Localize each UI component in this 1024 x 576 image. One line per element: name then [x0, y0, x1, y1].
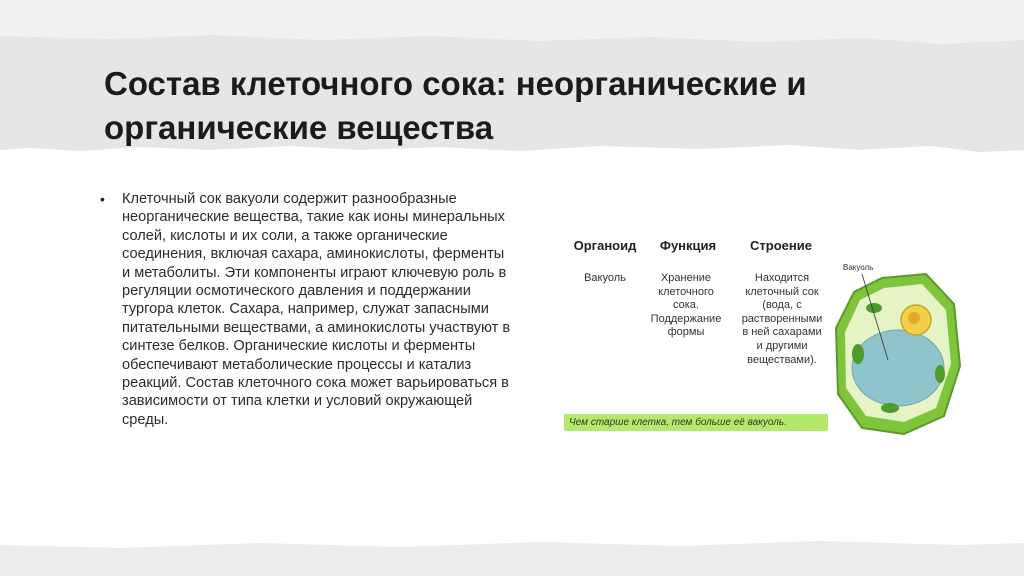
header-function: Функция — [659, 238, 717, 253]
plant-cell-illustration — [828, 256, 964, 438]
figure-caption: Чем старше клетка, тем больше её вакуоль. — [564, 414, 828, 431]
nucleolus-shape — [908, 312, 920, 324]
vacuole-shape — [852, 330, 944, 406]
cell-structure: Находится клеточный сок (вода, с растворенными в ней сахарами и другими веществами). — [741, 272, 823, 366]
chloroplast-3 — [881, 403, 899, 413]
cell-function: Хранение клеточного сока. Поддержание формы — [650, 272, 722, 339]
chloroplast-4 — [866, 303, 882, 313]
slide-title: Состав клеточного сока: неорганические и органические вещества — [104, 65, 807, 146]
header-structure: Строение — [750, 238, 812, 253]
vacuole-figure — [560, 232, 970, 442]
bullet-marker: • — [100, 191, 105, 207]
chloroplast-1 — [852, 344, 864, 364]
bullet-paragraph: Клеточный сок вакуоли содержит разнообразные неорганические вещества, такие как ионы минеральных солей, кислоты и их соли, а также органические соединения, включая сахара, аминокислоты, ферменты и метаболиты. Эти компоненты играют ключевую роль в регуляции осмотического давления и поддержании тургора клеток. Сахара, например, служат запасными питательными веществами, а аминокислоты участвуют в синтезе белков. Органические кислоты и ферменты обеспечивают метаболические процессы и катализ реакций. Состав клеточного сока может варьироваться в зависимости от типа клетки и условий окружающей среды. — [122, 191, 511, 428]
chloroplast-2 — [935, 365, 945, 383]
header-organoid: Органоид — [573, 238, 637, 253]
cell-organoid: Вакуоль — [584, 272, 626, 284]
vacuole-label: Вакуоль — [843, 263, 874, 272]
